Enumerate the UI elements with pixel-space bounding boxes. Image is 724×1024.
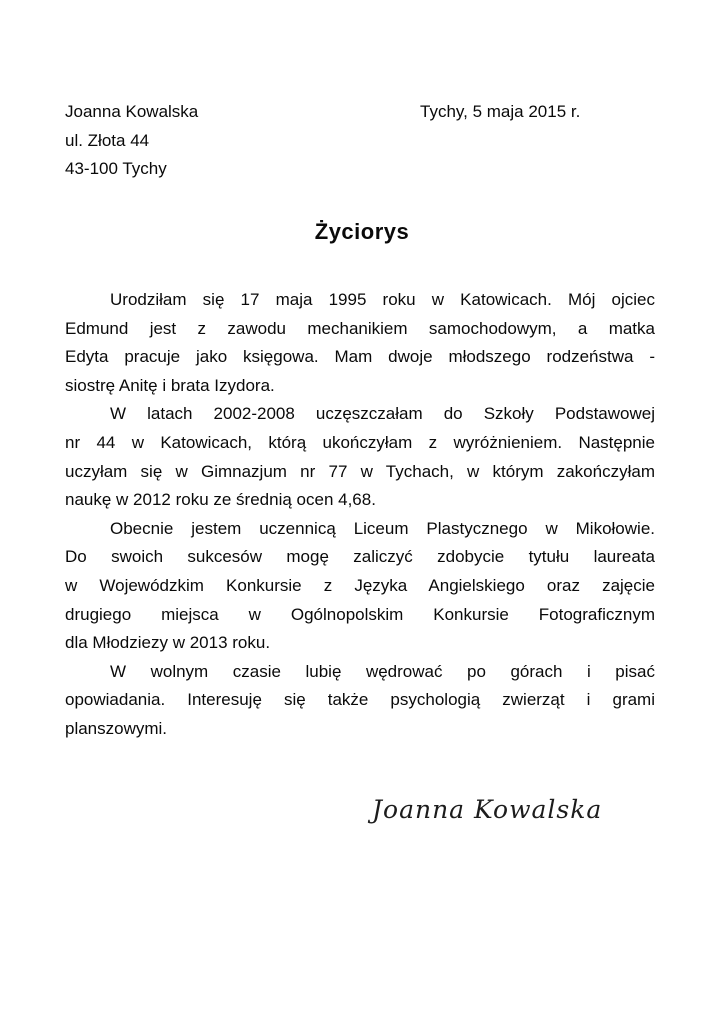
sender-city: 43-100 Tychy: [65, 159, 167, 179]
dateline: Tychy, 5 maja 2015 r.: [420, 102, 581, 121]
paragraph: [65, 286, 655, 400]
body-line: uczyłam się w Gimnazjum nr 77 w Tychach, w którym zakończyłam: [65, 461, 655, 481]
letter-body: [65, 286, 655, 744]
body-line: Urodziłam się 17 maja 1995 roku w Katowicach. Mój ojciec: [110, 290, 655, 309]
body-line: planszowymi.: [65, 718, 168, 738]
document-title: Życiorys: [314, 219, 410, 244]
body-line: dla Młodziezy w 2013 roku.: [65, 633, 271, 653]
paragraph: [65, 515, 655, 658]
body-line: W wolnym czasie lubię wędrować po górach i pisać: [110, 661, 655, 681]
body-line: naukę w 2012 roku ze średnią ocen 4,68.: [65, 490, 376, 510]
body-line: W latach 2002-2008 uczęszczałam do Szkoły Podstawowej: [110, 404, 655, 424]
body-line: w Wojewódzkim Konkursie z Języka Angielskiego oraz zajęcie: [65, 575, 655, 595]
paragraph: [65, 658, 655, 744]
body-line: drugiego miejsca w Ogólnopolskim Konkursie Fotograficznym: [65, 604, 655, 624]
sender-street: ul. Złota 44: [65, 130, 150, 150]
body-line: Do swoich sukcesów mogę zaliczyć zdobycie tytułu laureata: [65, 547, 655, 567]
paragraph: [65, 400, 655, 514]
body-line: opowiadania. Interesuję się także psychologią zwierząt i grami: [65, 690, 655, 710]
body-line: nr 44 w Katowicach, którą ukończyłam z wyróżnieniem. Następnie: [65, 432, 655, 452]
body-line: Edyta pracuje jako księgowa. Mam dwoje młodszego rodzeństwa -: [65, 347, 655, 367]
letter-header: [65, 98, 657, 184]
sender-name: Joanna Kowalska: [65, 102, 199, 121]
body-line: Obecnie jestem uczennicą Liceum Plastycznego w Mikołowie.: [110, 518, 655, 538]
body-line: siostrę Anitę i brata Izydora.: [65, 375, 275, 395]
body-line: Edmund jest z zawodu mechanikiem samochodowym, a matka: [65, 318, 655, 338]
signature: Joanna Kowalska: [372, 795, 603, 824]
